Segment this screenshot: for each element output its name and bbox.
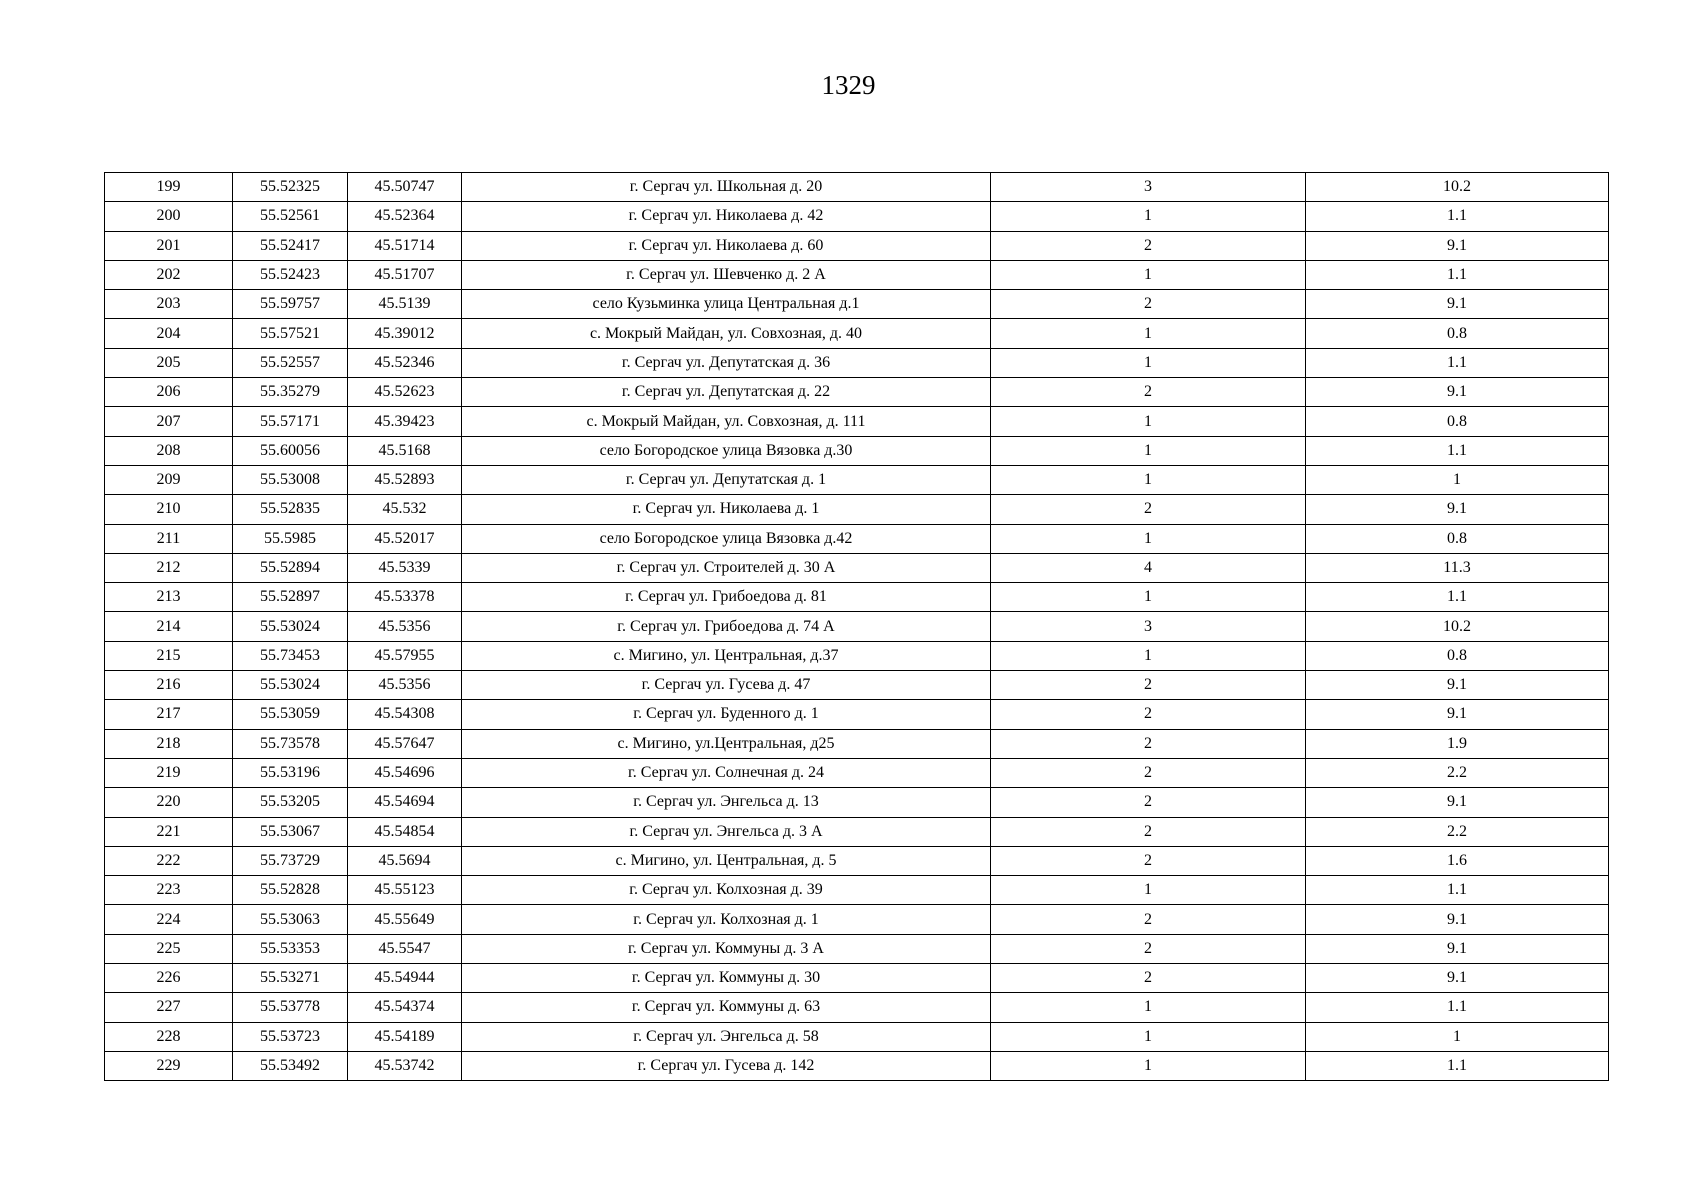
count-cell: 1 bbox=[991, 876, 1306, 905]
count-cell: 3 bbox=[991, 612, 1306, 641]
count-cell: 1 bbox=[991, 1022, 1306, 1051]
table-row bbox=[105, 876, 1609, 905]
table-row bbox=[105, 260, 1609, 289]
value-cell: 11.3 bbox=[1306, 553, 1609, 582]
address-cell: г. Сергач ул. Строителей д. 30 А bbox=[462, 553, 991, 582]
longitude-cell: 45.532 bbox=[348, 495, 462, 524]
value-cell: 1.1 bbox=[1306, 436, 1609, 465]
longitude-cell: 45.50747 bbox=[348, 173, 462, 202]
count-cell: 2 bbox=[991, 729, 1306, 758]
value-cell: 1.1 bbox=[1306, 876, 1609, 905]
count-cell: 2 bbox=[991, 290, 1306, 319]
address-cell: г. Сергач ул. Энгельса д. 58 bbox=[462, 1022, 991, 1051]
latitude-cell: 55.5985 bbox=[233, 524, 348, 553]
table-row bbox=[105, 700, 1609, 729]
latitude-cell: 55.53024 bbox=[233, 671, 348, 700]
longitude-cell: 45.51714 bbox=[348, 231, 462, 260]
table-row bbox=[105, 553, 1609, 582]
count-cell: 1 bbox=[991, 260, 1306, 289]
address-cell: г. Сергач ул. Школьная д. 20 bbox=[462, 173, 991, 202]
latitude-cell: 55.53353 bbox=[233, 934, 348, 963]
row-number-cell: 224 bbox=[105, 905, 233, 934]
value-cell: 9.1 bbox=[1306, 700, 1609, 729]
address-cell: г. Сергач ул. Николаева д. 42 bbox=[462, 202, 991, 231]
longitude-cell: 45.54854 bbox=[348, 817, 462, 846]
row-number-cell: 228 bbox=[105, 1022, 233, 1051]
address-cell: г. Сергач ул. Буденного д. 1 bbox=[462, 700, 991, 729]
table-row bbox=[105, 964, 1609, 993]
address-cell: г. Сергач ул. Депутатская д. 36 bbox=[462, 348, 991, 377]
value-cell: 1.1 bbox=[1306, 993, 1609, 1022]
value-cell: 9.1 bbox=[1306, 495, 1609, 524]
longitude-cell: 45.54308 bbox=[348, 700, 462, 729]
latitude-cell: 55.52325 bbox=[233, 173, 348, 202]
address-cell: г. Сергач ул. Гусева д. 142 bbox=[462, 1051, 991, 1080]
count-cell: 1 bbox=[991, 407, 1306, 436]
count-cell: 2 bbox=[991, 378, 1306, 407]
address-cell: г. Сергач ул. Коммуны д. 30 bbox=[462, 964, 991, 993]
count-cell: 2 bbox=[991, 964, 1306, 993]
table-row bbox=[105, 758, 1609, 787]
count-cell: 2 bbox=[991, 495, 1306, 524]
table-row bbox=[105, 817, 1609, 846]
address-cell: село Кузьминка улица Центральная д.1 bbox=[462, 290, 991, 319]
count-cell: 1 bbox=[991, 1051, 1306, 1080]
table-row bbox=[105, 641, 1609, 670]
count-cell: 1 bbox=[991, 436, 1306, 465]
latitude-cell: 55.73729 bbox=[233, 846, 348, 875]
longitude-cell: 45.39012 bbox=[348, 319, 462, 348]
row-number-cell: 199 bbox=[105, 173, 233, 202]
latitude-cell: 55.53271 bbox=[233, 964, 348, 993]
registry-table bbox=[104, 172, 1609, 1081]
count-cell: 2 bbox=[991, 758, 1306, 787]
longitude-cell: 45.52346 bbox=[348, 348, 462, 377]
value-cell: 1 bbox=[1306, 1022, 1609, 1051]
address-cell: г. Сергач ул. Коммуны д. 63 bbox=[462, 993, 991, 1022]
longitude-cell: 45.5356 bbox=[348, 671, 462, 700]
longitude-cell: 45.5694 bbox=[348, 846, 462, 875]
row-number-cell: 229 bbox=[105, 1051, 233, 1080]
latitude-cell: 55.53063 bbox=[233, 905, 348, 934]
row-number-cell: 212 bbox=[105, 553, 233, 582]
row-number-cell: 222 bbox=[105, 846, 233, 875]
address-cell: село Богородское улица Вязовка д.42 bbox=[462, 524, 991, 553]
address-cell: с. Мокрый Майдан, ул. Совхозная, д. 40 bbox=[462, 319, 991, 348]
row-number-cell: 226 bbox=[105, 964, 233, 993]
table-row bbox=[105, 495, 1609, 524]
count-cell: 1 bbox=[991, 641, 1306, 670]
value-cell: 1 bbox=[1306, 465, 1609, 494]
longitude-cell: 45.51707 bbox=[348, 260, 462, 289]
page-number: 1329 bbox=[821, 70, 876, 100]
address-cell: г. Сергач ул. Николаева д. 1 bbox=[462, 495, 991, 524]
row-number-cell: 213 bbox=[105, 583, 233, 612]
count-cell: 3 bbox=[991, 173, 1306, 202]
row-number-cell: 200 bbox=[105, 202, 233, 231]
row-number-cell: 214 bbox=[105, 612, 233, 641]
latitude-cell: 55.73453 bbox=[233, 641, 348, 670]
count-cell: 2 bbox=[991, 905, 1306, 934]
row-number-cell: 204 bbox=[105, 319, 233, 348]
table-row bbox=[105, 348, 1609, 377]
table-row bbox=[105, 407, 1609, 436]
latitude-cell: 55.52561 bbox=[233, 202, 348, 231]
value-cell: 9.1 bbox=[1306, 934, 1609, 963]
value-cell: 9.1 bbox=[1306, 788, 1609, 817]
count-cell: 4 bbox=[991, 553, 1306, 582]
latitude-cell: 55.53205 bbox=[233, 788, 348, 817]
value-cell: 10.2 bbox=[1306, 173, 1609, 202]
table-row bbox=[105, 378, 1609, 407]
value-cell: 0.8 bbox=[1306, 319, 1609, 348]
row-number-cell: 201 bbox=[105, 231, 233, 260]
table-row bbox=[105, 993, 1609, 1022]
table-row bbox=[105, 1051, 1609, 1080]
value-cell: 9.1 bbox=[1306, 905, 1609, 934]
count-cell: 2 bbox=[991, 700, 1306, 729]
address-cell: г. Сергач ул. Грибоедова д. 81 bbox=[462, 583, 991, 612]
longitude-cell: 45.55649 bbox=[348, 905, 462, 934]
row-number-cell: 220 bbox=[105, 788, 233, 817]
value-cell: 9.1 bbox=[1306, 231, 1609, 260]
count-cell: 2 bbox=[991, 817, 1306, 846]
address-cell: с. Мокрый Майдан, ул. Совхозная, д. 111 bbox=[462, 407, 991, 436]
address-cell: село Богородское улица Вязовка д.30 bbox=[462, 436, 991, 465]
address-cell: г. Сергач ул. Энгельса д. 13 bbox=[462, 788, 991, 817]
table-row bbox=[105, 202, 1609, 231]
table-row bbox=[105, 583, 1609, 612]
latitude-cell: 55.53067 bbox=[233, 817, 348, 846]
latitude-cell: 55.52835 bbox=[233, 495, 348, 524]
address-cell: г. Сергач ул. Гусева д. 47 bbox=[462, 671, 991, 700]
address-cell: г. Сергач ул. Депутатская д. 1 bbox=[462, 465, 991, 494]
row-number-cell: 202 bbox=[105, 260, 233, 289]
latitude-cell: 55.57171 bbox=[233, 407, 348, 436]
row-number-cell: 223 bbox=[105, 876, 233, 905]
row-number-cell: 207 bbox=[105, 407, 233, 436]
table-row bbox=[105, 436, 1609, 465]
table-row bbox=[105, 465, 1609, 494]
count-cell: 2 bbox=[991, 934, 1306, 963]
table-row bbox=[105, 319, 1609, 348]
row-number-cell: 216 bbox=[105, 671, 233, 700]
latitude-cell: 55.60056 bbox=[233, 436, 348, 465]
address-cell: г. Сергач ул. Колхозная д. 39 bbox=[462, 876, 991, 905]
value-cell: 2.2 bbox=[1306, 817, 1609, 846]
value-cell: 9.1 bbox=[1306, 671, 1609, 700]
address-cell: г. Сергач ул. Шевченко д. 2 А bbox=[462, 260, 991, 289]
longitude-cell: 45.5356 bbox=[348, 612, 462, 641]
latitude-cell: 55.52828 bbox=[233, 876, 348, 905]
latitude-cell: 55.52417 bbox=[233, 231, 348, 260]
table-row bbox=[105, 846, 1609, 875]
longitude-cell: 45.39423 bbox=[348, 407, 462, 436]
longitude-cell: 45.5547 bbox=[348, 934, 462, 963]
latitude-cell: 55.53196 bbox=[233, 758, 348, 787]
count-cell: 2 bbox=[991, 671, 1306, 700]
address-cell: г. Сергач ул. Депутатская д. 22 bbox=[462, 378, 991, 407]
longitude-cell: 45.54944 bbox=[348, 964, 462, 993]
longitude-cell: 45.54189 bbox=[348, 1022, 462, 1051]
value-cell: 1.1 bbox=[1306, 1051, 1609, 1080]
latitude-cell: 55.53059 bbox=[233, 700, 348, 729]
value-cell: 0.8 bbox=[1306, 524, 1609, 553]
latitude-cell: 55.52423 bbox=[233, 260, 348, 289]
row-number-cell: 205 bbox=[105, 348, 233, 377]
count-cell: 1 bbox=[991, 319, 1306, 348]
table-row bbox=[105, 905, 1609, 934]
longitude-cell: 45.52017 bbox=[348, 524, 462, 553]
table-row bbox=[105, 290, 1609, 319]
count-cell: 1 bbox=[991, 583, 1306, 612]
table-row bbox=[105, 729, 1609, 758]
table-row bbox=[105, 612, 1609, 641]
latitude-cell: 55.57521 bbox=[233, 319, 348, 348]
count-cell: 1 bbox=[991, 465, 1306, 494]
value-cell: 0.8 bbox=[1306, 407, 1609, 436]
address-cell: г. Сергач ул. Солнечная д. 24 bbox=[462, 758, 991, 787]
value-cell: 1.1 bbox=[1306, 583, 1609, 612]
value-cell: 9.1 bbox=[1306, 378, 1609, 407]
longitude-cell: 45.5168 bbox=[348, 436, 462, 465]
count-cell: 2 bbox=[991, 231, 1306, 260]
table-row bbox=[105, 231, 1609, 260]
address-cell: г. Сергач ул. Колхозная д. 1 bbox=[462, 905, 991, 934]
latitude-cell: 55.53492 bbox=[233, 1051, 348, 1080]
address-cell: с. Мигино, ул. Центральная, д. 5 bbox=[462, 846, 991, 875]
count-cell: 1 bbox=[991, 524, 1306, 553]
longitude-cell: 45.52364 bbox=[348, 202, 462, 231]
latitude-cell: 55.53008 bbox=[233, 465, 348, 494]
longitude-cell: 45.5339 bbox=[348, 553, 462, 582]
longitude-cell: 45.54696 bbox=[348, 758, 462, 787]
value-cell: 10.2 bbox=[1306, 612, 1609, 641]
value-cell: 1.1 bbox=[1306, 202, 1609, 231]
table-row bbox=[105, 524, 1609, 553]
latitude-cell: 55.73578 bbox=[233, 729, 348, 758]
row-number-cell: 227 bbox=[105, 993, 233, 1022]
value-cell: 1.1 bbox=[1306, 260, 1609, 289]
value-cell: 0.8 bbox=[1306, 641, 1609, 670]
longitude-cell: 45.54374 bbox=[348, 993, 462, 1022]
longitude-cell: 45.5139 bbox=[348, 290, 462, 319]
longitude-cell: 45.52893 bbox=[348, 465, 462, 494]
table-row bbox=[105, 173, 1609, 202]
address-cell: г. Сергач ул. Николаева д. 60 bbox=[462, 231, 991, 260]
row-number-cell: 211 bbox=[105, 524, 233, 553]
address-cell: г. Сергач ул. Грибоедова д. 74 А bbox=[462, 612, 991, 641]
address-cell: с. Мигино, ул.Центральная, д25 bbox=[462, 729, 991, 758]
longitude-cell: 45.57955 bbox=[348, 641, 462, 670]
value-cell: 9.1 bbox=[1306, 964, 1609, 993]
table-row bbox=[105, 788, 1609, 817]
row-number-cell: 217 bbox=[105, 700, 233, 729]
count-cell: 2 bbox=[991, 788, 1306, 817]
address-cell: г. Сергач ул. Энгельса д. 3 А bbox=[462, 817, 991, 846]
row-number-cell: 218 bbox=[105, 729, 233, 758]
count-cell: 1 bbox=[991, 348, 1306, 377]
table-row bbox=[105, 671, 1609, 700]
value-cell: 1.9 bbox=[1306, 729, 1609, 758]
row-number-cell: 203 bbox=[105, 290, 233, 319]
latitude-cell: 55.52894 bbox=[233, 553, 348, 582]
longitude-cell: 45.53378 bbox=[348, 583, 462, 612]
table-row bbox=[105, 934, 1609, 963]
row-number-cell: 210 bbox=[105, 495, 233, 524]
value-cell: 2.2 bbox=[1306, 758, 1609, 787]
row-number-cell: 208 bbox=[105, 436, 233, 465]
row-number-cell: 209 bbox=[105, 465, 233, 494]
count-cell: 1 bbox=[991, 993, 1306, 1022]
count-cell: 2 bbox=[991, 846, 1306, 875]
latitude-cell: 55.53778 bbox=[233, 993, 348, 1022]
row-number-cell: 219 bbox=[105, 758, 233, 787]
longitude-cell: 45.57647 bbox=[348, 729, 462, 758]
latitude-cell: 55.52897 bbox=[233, 583, 348, 612]
longitude-cell: 45.55123 bbox=[348, 876, 462, 905]
latitude-cell: 55.52557 bbox=[233, 348, 348, 377]
value-cell: 1.6 bbox=[1306, 846, 1609, 875]
table-row bbox=[105, 1022, 1609, 1051]
row-number-cell: 221 bbox=[105, 817, 233, 846]
address-cell: с. Мигино, ул. Центральная, д.37 bbox=[462, 641, 991, 670]
address-cell: г. Сергач ул. Коммуны д. 3 А bbox=[462, 934, 991, 963]
count-cell: 1 bbox=[991, 202, 1306, 231]
value-cell: 1.1 bbox=[1306, 348, 1609, 377]
latitude-cell: 55.53024 bbox=[233, 612, 348, 641]
latitude-cell: 55.59757 bbox=[233, 290, 348, 319]
longitude-cell: 45.54694 bbox=[348, 788, 462, 817]
row-number-cell: 225 bbox=[105, 934, 233, 963]
registry-table-body bbox=[105, 173, 1609, 1081]
row-number-cell: 215 bbox=[105, 641, 233, 670]
row-number-cell: 206 bbox=[105, 378, 233, 407]
latitude-cell: 55.35279 bbox=[233, 378, 348, 407]
latitude-cell: 55.53723 bbox=[233, 1022, 348, 1051]
longitude-cell: 45.52623 bbox=[348, 378, 462, 407]
value-cell: 9.1 bbox=[1306, 290, 1609, 319]
longitude-cell: 45.53742 bbox=[348, 1051, 462, 1080]
